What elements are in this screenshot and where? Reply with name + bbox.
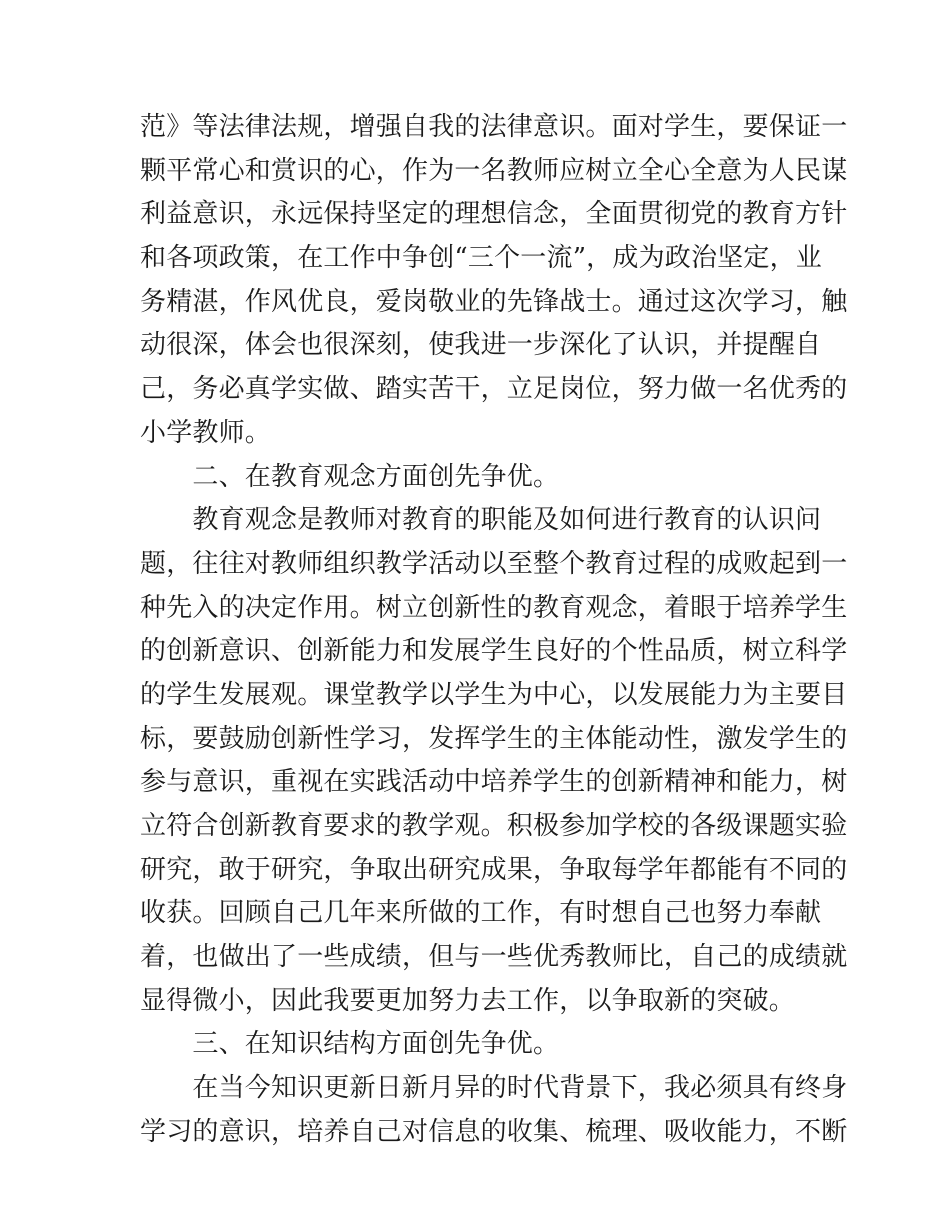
text-line: 收获。回顾自己几年来所做的工作，有时想自己也努力奉献 <box>140 898 822 929</box>
text-line: 学习的意识，培养自己对信息的收集、梳理、吸收能力，不断 <box>140 1116 848 1147</box>
text-line: 动很深，体会也很深刻，使我进一步深化了认识，并提醒自 <box>140 330 822 361</box>
text-line: 在当今知识更新日新月异的时代背景下，我必须具有终身 <box>140 1073 848 1104</box>
section-heading-3: 三、在知识结构方面创先争优。 <box>140 1029 560 1060</box>
text-line: 参与意识，重视在实践活动中培养学生的创新精神和能力，树 <box>140 767 848 798</box>
section-heading-2: 二、在教育观念方面创先争优。 <box>140 461 560 492</box>
text-line: 务精湛，作风优良，爱岗敬业的先锋战士。通过这次学习，触 <box>140 286 848 317</box>
text-line: 标，要鼓励创新性学习，发挥学生的主体能动性，激发学生的 <box>140 723 848 754</box>
text-line: 和各项政策，在工作中争创“三个一流”，成为政治坚定，业 <box>140 243 822 274</box>
text-line: 的学生发展观。课堂教学以学生为中心，以发展能力为主要目 <box>140 679 848 710</box>
text-line: 颗平常心和赏识的心，作为一名教师应树立全心全意为人民谋 <box>140 155 848 186</box>
text-line: 教育观念是教师对教育的职能及如何进行教育的认识问 <box>140 505 822 536</box>
text-line: 显得微小，因此我要更加努力去工作，以争取新的突破。 <box>140 985 796 1016</box>
text-line: 利益意识，永远保持坚定的理想信念，全面贯彻党的教育方针 <box>140 199 848 230</box>
text-line: 种先入的决定作用。树立创新性的教育观念，着眼于培养学生 <box>140 592 848 623</box>
text-line: 的创新意识、创新能力和发展学生良好的个性品质，树立科学 <box>140 636 848 667</box>
text-line: 立符合创新教育要求的教学观。积极参加学校的各级课题实验 <box>140 811 848 841</box>
text-line: 范》等法律法规，增强自我的法律意识。面对学生，要保证一 <box>140 112 848 142</box>
text-line: 着，也做出了一些成绩，但与一些优秀教师比，自己的成绩就 <box>140 942 848 973</box>
text-line: 小学教师。 <box>140 417 272 448</box>
text-line: 研究，敢于研究，争取出研究成果，争取每学年都能有不同的 <box>140 854 848 885</box>
text-line: 己，务必真学实做、踏实苦干，立足岗位，努力做一名优秀的 <box>140 374 848 405</box>
text-line: 题，往往对教师组织教学活动以至整个教育过程的成败起到一 <box>140 548 848 579</box>
document-body-text <box>140 106 848 1155</box>
